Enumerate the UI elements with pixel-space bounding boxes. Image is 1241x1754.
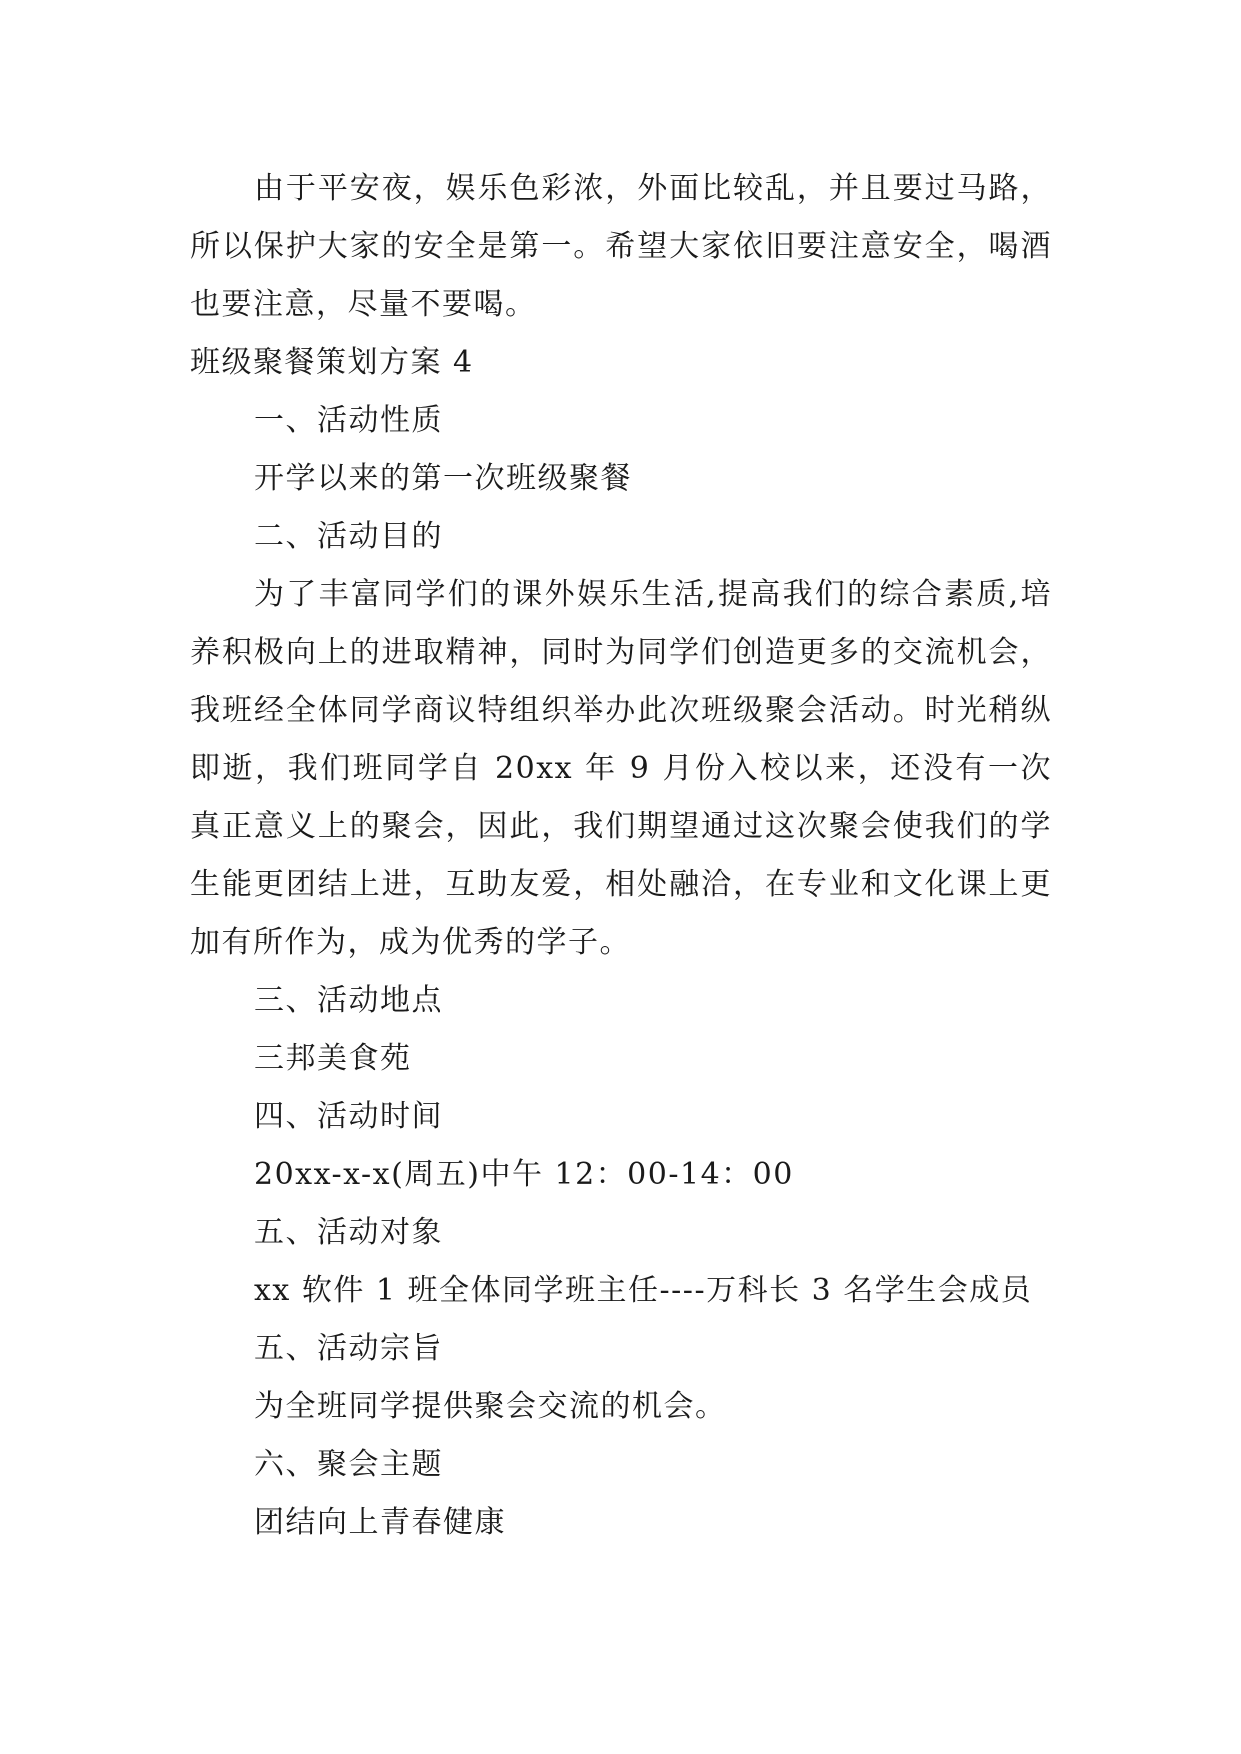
heading-activity-time: 四、活动时间	[254, 1099, 443, 1134]
heading-activity-purpose: 二、活动目的	[254, 519, 443, 554]
heading-activity-participants: 五、活动对象	[254, 1215, 443, 1250]
heading-activity-aim: 五、活动宗旨	[254, 1331, 443, 1366]
text-gathering-theme: 团结向上青春健康	[254, 1505, 506, 1540]
section-title: 班级聚餐策划方案 4	[190, 345, 474, 380]
document-body	[190, 160, 1052, 1552]
paragraph-activity-purpose: 为了丰富同学们的课外娱乐生活,提高我们的综合素质,培养积极向上的进取精神，同时为同学们创造更多的交流机会，我班经全体同学商议特组织举办此次班级聚会活动。时光稍纵即逝，我们班同学自 20xx 年 9 月份入校以来，还没有一次真正意义上的聚会，因此，我们期望通过这次聚会使我们的学生能更团结上进，互助友爱，相处融洽，在专业和文化课上更加有所作为，成为优秀的学子。	[190, 577, 1052, 960]
text-activity-time: 20xx-x-x(周五)中午 12：00-14：00	[254, 1157, 794, 1192]
text-activity-participants: xx 软件 1 班全体同学班主任----万科长 3 名学生会成员	[254, 1273, 1033, 1308]
heading-activity-location: 三、活动地点	[254, 983, 443, 1018]
heading-gathering-theme: 六、聚会主题	[254, 1447, 443, 1482]
heading-activity-nature: 一、活动性质	[254, 403, 443, 438]
text-activity-location: 三邦美食苑	[254, 1041, 412, 1076]
paragraph-safety: 由于平安夜，娱乐色彩浓，外面比较乱，并且要过马路，所以保护大家的安全是第一。希望大家依旧要注意安全，喝酒也要注意，尽量不要喝。	[190, 171, 1052, 322]
text-activity-nature: 开学以来的第一次班级聚餐	[254, 461, 632, 496]
text-activity-aim: 为全班同学提供聚会交流的机会。	[254, 1389, 727, 1424]
